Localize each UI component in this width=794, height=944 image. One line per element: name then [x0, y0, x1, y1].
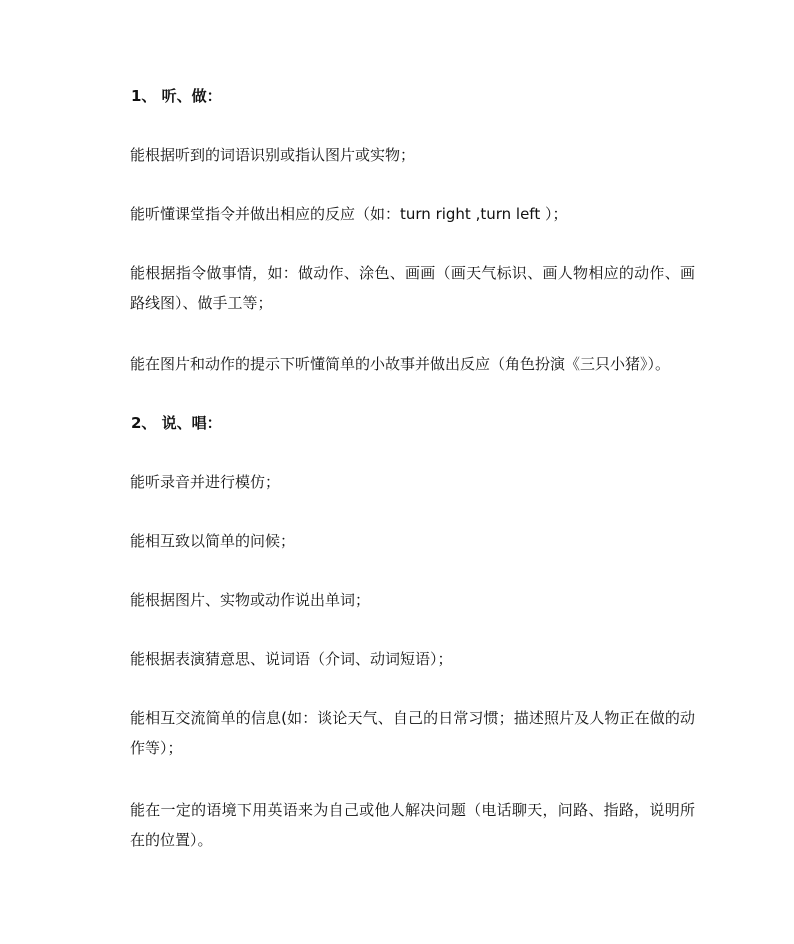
section-2-item: 能在一定的语境下用英语来为自己或他人解决问题（电话聊天，问路、指路，说明所在的位置）。 [130, 801, 695, 849]
section-1-item: 能在图片和动作的提示下听懂简单的小故事并做出反应（角色扮演《三只小猪》）。 [130, 355, 671, 373]
section-1-heading: 1、 听、做： [131, 87, 222, 105]
section-2-item: 能听录音并进行模仿； [130, 473, 281, 491]
section-2-item: 能根据表演猜意思、说词语（介词、动词短语）； [130, 650, 453, 668]
section-2-heading: 2、 说、唱： [131, 414, 222, 432]
section-1-item: 能听懂课堂指令并做出相应的反应（如：turn right ,turn left ）； [130, 205, 568, 223]
section-2-item: 能相互交流简单的信息(如：谈论天气、自己的日常习惯；描述照片及人物正在做的动作等）； [130, 709, 695, 757]
section-1-item: 能根据听到的词语识别或指认图片或实物； [130, 146, 416, 164]
section-2-item: 能根据图片、实物或动作说出单词； [130, 591, 371, 609]
section-1-item: 能根据指令做事情，如：做动作、涂色、画画（画天气标识、画人物相应的动作、画路线图）、做手工等； [130, 264, 695, 312]
section-2-item: 能相互致以简单的问候； [130, 532, 296, 550]
